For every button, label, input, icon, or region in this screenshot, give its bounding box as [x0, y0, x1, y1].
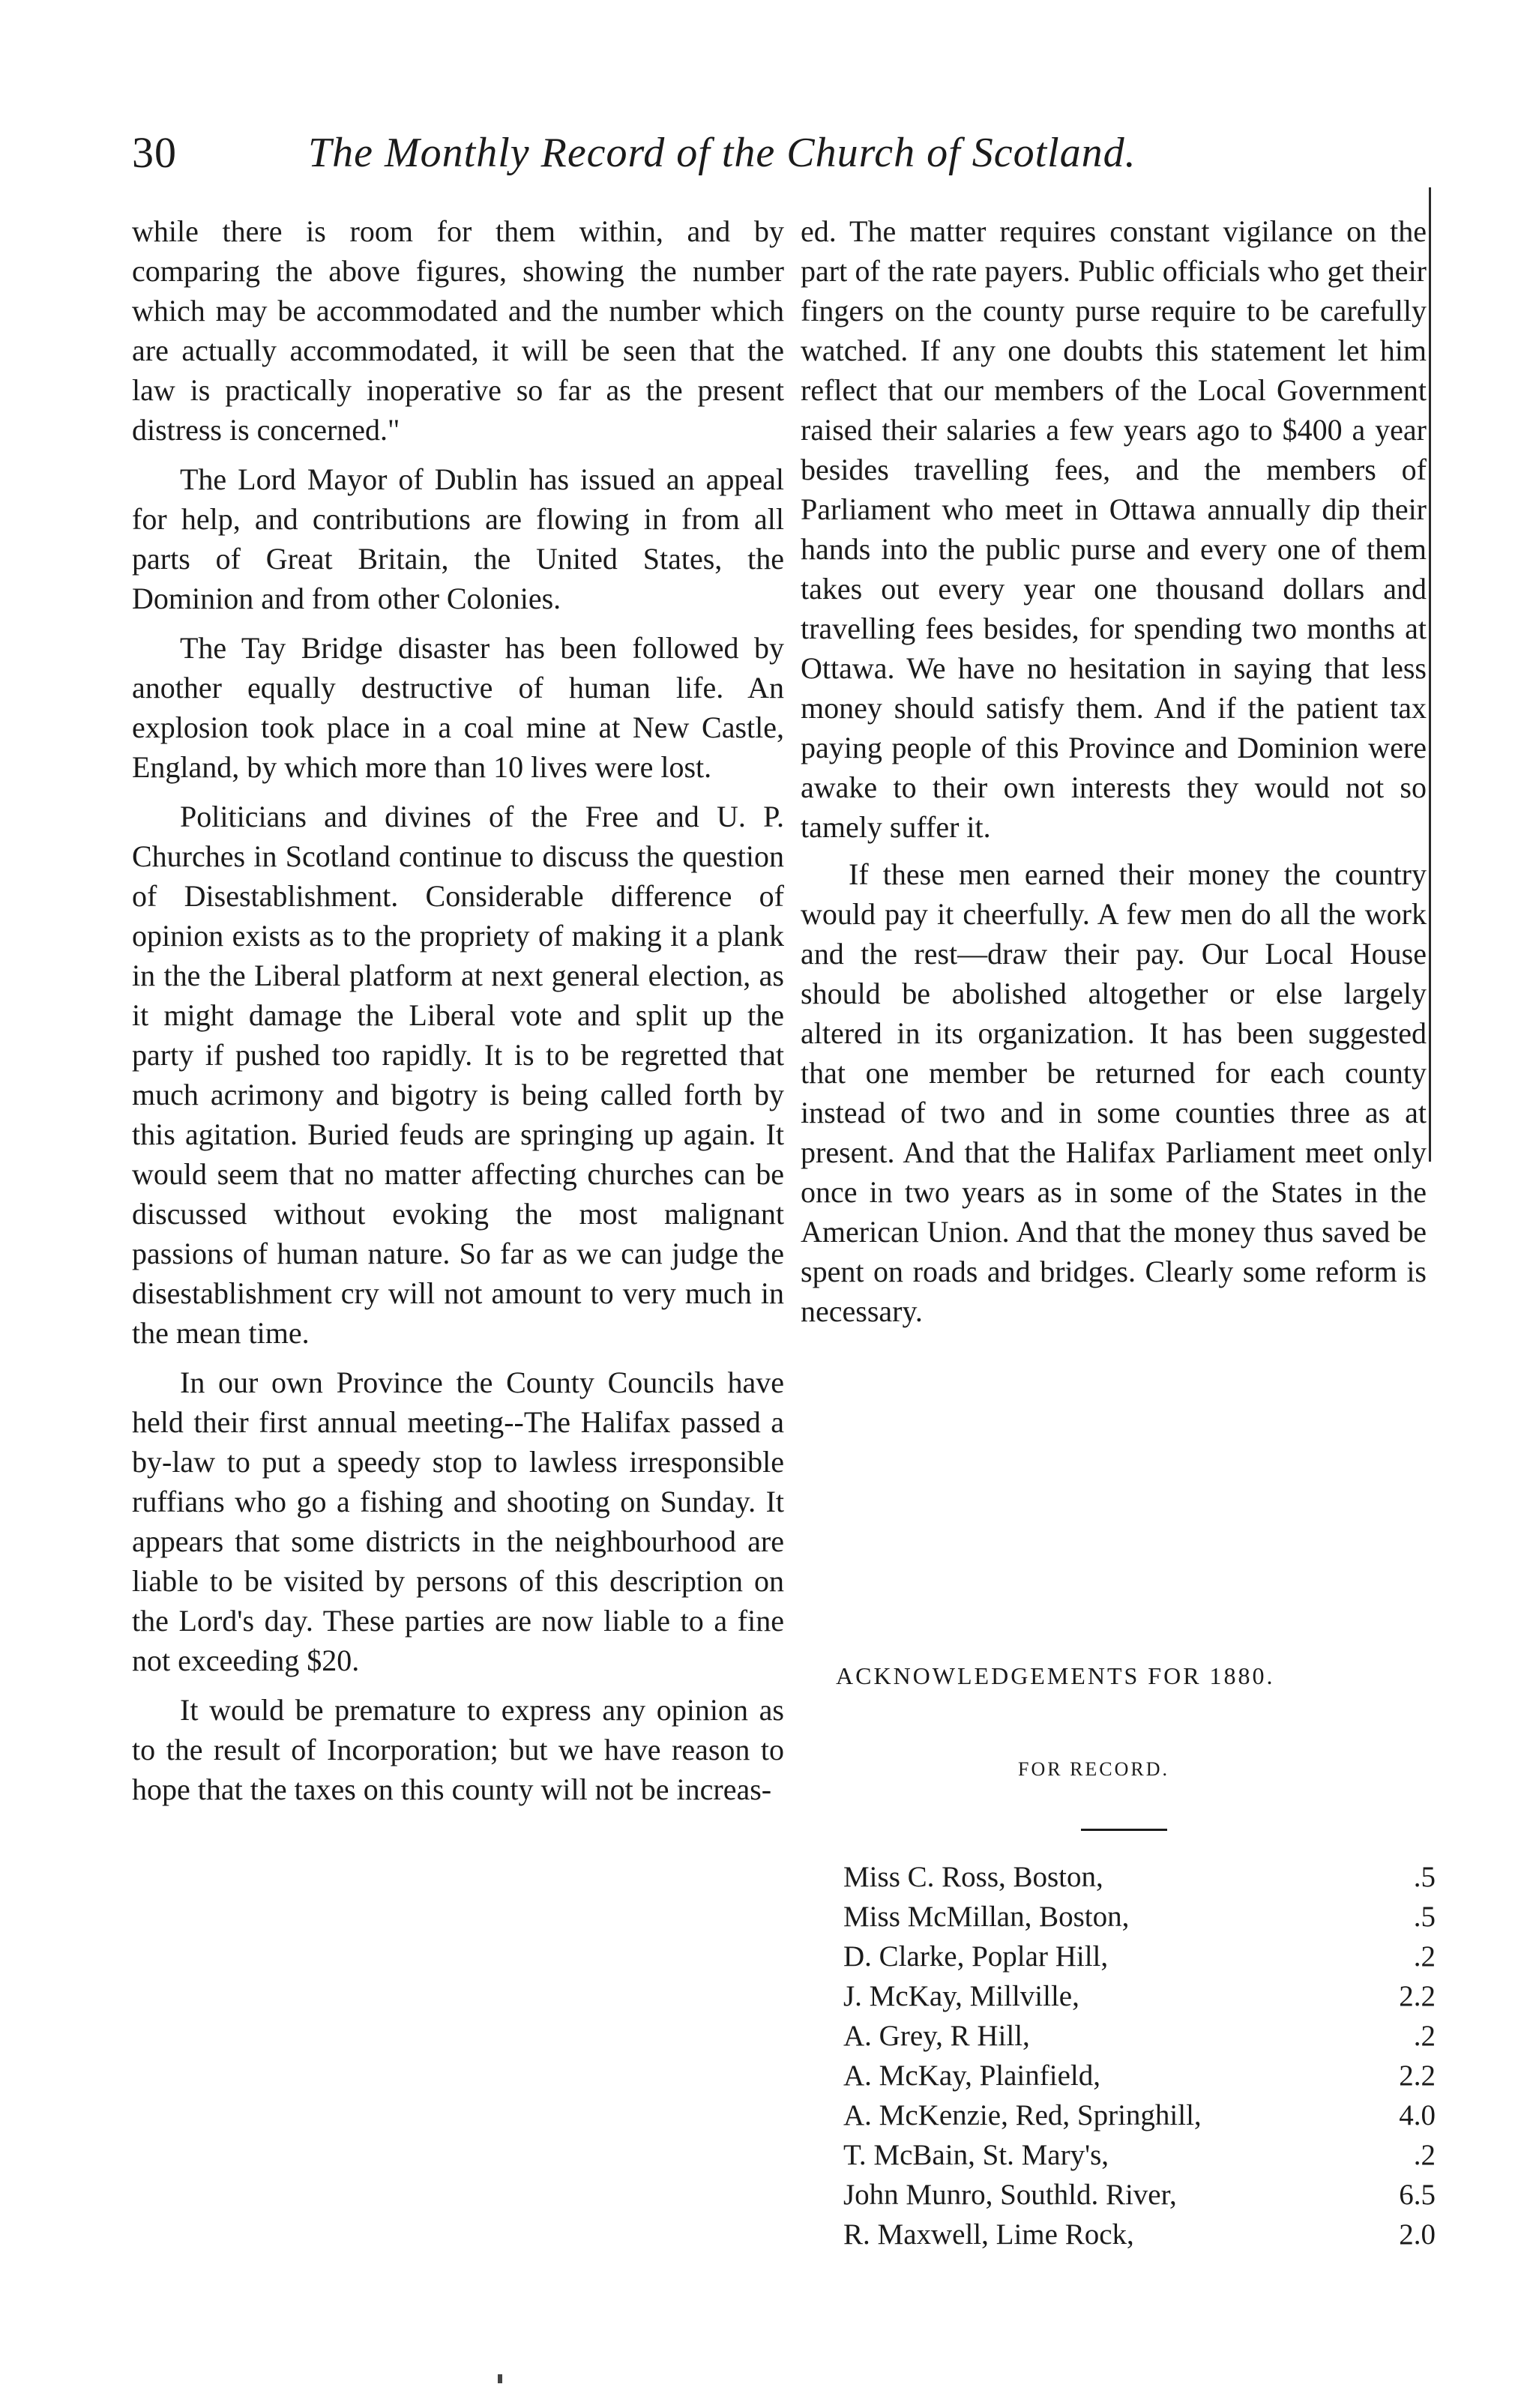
column-edge-rule — [1429, 187, 1431, 1162]
page-number: 30 — [132, 128, 177, 177]
donation-amount: 6.5 — [1399, 2179, 1436, 2211]
donor-name: A. Grey, R Hill, — [843, 2020, 1030, 2052]
list-item — [843, 2095, 1436, 2135]
list-item — [843, 1976, 1436, 2016]
list-item — [843, 1857, 1436, 1897]
donation-amount: .2 — [1413, 2020, 1436, 2052]
for-record-subheading: FOR RECORD. — [1018, 1758, 1170, 1780]
list-item — [843, 2135, 1436, 2175]
donor-name: T. McBain, St. Mary's, — [843, 2139, 1109, 2171]
paragraph-rate-payers: ed. The matter requires constant vigilance on the part of the rate payers. Public officials who get their fingers on the county purse require to be carefully watched. If any one doubts this statement let him reflect that our members of the Local Government raised their salaries a few years ago to $400 a year besides travelling fees, and the members of Parliament who meet in Ottawa annually dip their hands into the public purse and every one of them takes out every year one thousand dollars and travelling fees besides, for spending two months at Ottawa. We have no hesitation in saying that less money should satisfy them. And if the patient tax paying people of this Province and Dominion were awake to their own interests they would not so tamely suffer it. — [801, 214, 1427, 844]
donor-name: Miss C. Ross, Boston, — [843, 1861, 1103, 1893]
paragraph-county-councils: In our own Province the County Councils have held their first annual meeting--The Halifax passed a by-law to put a speedy stop to lawless irresponsible ruffians who go a fishing and shooting on Sunday. It appears that some districts in the neighbourhood are liable to be visited by persons of this description on the Lord's day. These parties are now liable to a fine not exceeding $20. — [132, 1366, 784, 1677]
list-item — [843, 1897, 1436, 1937]
paragraph-disestablishment: Politicians and divines of the Free and U. P. Churches in Scotland continue to discuss the question of Disestablishment. Considerable difference of opinion exists as to the propriety of making it a plank in the the Liberal platform at next general election, as it might damage the Liberal vote and split up the party if pushed too rapidly. It is to be regretted that much acrimony and bigotry is being called forth by this agitation. Buried feuds are springing up again. It would seem that no matter affecting churches can be discussed without evoking the most malignant passions of human nature. So far as we can judge the disestablishment cry will not amount to very much in the mean time. — [132, 800, 784, 1350]
right-column — [801, 211, 1427, 1331]
donation-amount: .2 — [1413, 2139, 1436, 2171]
donation-amount: 2.0 — [1399, 2218, 1436, 2251]
paragraph-dublin-appeal: The Lord Mayor of Dublin has issued an appeal for help, and contributions are flowing in from all parts of Great Britain, the United States, the Dominion and from other Colonies. — [132, 462, 784, 615]
donation-amount: 4.0 — [1399, 2099, 1436, 2131]
list-item — [843, 2056, 1436, 2095]
list-item — [843, 2215, 1436, 2254]
paragraph-workhouse-quote: while there is room for them within, and by comparing the above figures, showing the number which may be accommodated and the number which are actually accommodated, it will be seen that the law is practically inoperative so far as the present distress is concerned." — [132, 214, 784, 447]
donor-name: John Munro, Southld. River, — [843, 2179, 1177, 2211]
donation-amount: .5 — [1413, 1861, 1436, 1893]
donor-name: A. McKenzie, Red, Springhill, — [843, 2099, 1202, 2131]
donation-amount: .2 — [1413, 1940, 1436, 1973]
left-column — [132, 211, 784, 1809]
paragraph-incorporation: It would be premature to express any opinion as to the result of Incorporation; but we have reason to hope that the taxes on this county will not be increas- — [132, 1693, 784, 1806]
list-item — [843, 1937, 1436, 1976]
donor-name: Miss McMillan, Boston, — [843, 1901, 1130, 1933]
donor-name: D. Clarke, Poplar Hill, — [843, 1940, 1109, 1973]
page-header — [132, 126, 1391, 186]
print-speck — [498, 2374, 502, 2383]
list-item — [843, 2016, 1436, 2056]
donation-amount: 2.2 — [1399, 1980, 1436, 2012]
running-title: The Monthly Record of the Church of Scotland. — [308, 130, 1136, 176]
donation-amount: .5 — [1413, 1901, 1436, 1933]
donor-name: R. Maxwell, Lime Rock, — [843, 2218, 1134, 2251]
paragraph-reform: If these men earned their money the country would pay it cheerfully. A few men do all the work and the rest—draw their pay. Our Local House should be abolished altogether or else largely altered in its organization. It has been suggested that one member be returned for each county instead of two and in some counties three as at present. And that the Halifax Parliament meet only once in two years as in some of the States in the American Union. And that the money thus saved be spent on roads and bridges. Clearly some reform is necessary. — [801, 857, 1427, 1328]
list-item — [843, 2175, 1436, 2215]
donor-name: A. McKay, Plainfield, — [843, 2060, 1100, 2092]
section-divider — [1081, 1829, 1167, 1831]
donation-amount: 2.2 — [1399, 2060, 1436, 2092]
paragraph-mine-explosion: The Tay Bridge disaster has been followed by another equally destructive of human life. An explosion took place in a coal mine at New Castle, England, by which more than 10 lives were lost. — [132, 631, 784, 784]
acknowledgements-heading: ACKNOWLEDGEMENTS FOR 1880. — [836, 1662, 1275, 1689]
donor-name: J. McKay, Millville, — [843, 1980, 1079, 2012]
acknowledgements-list — [843, 1857, 1436, 2254]
